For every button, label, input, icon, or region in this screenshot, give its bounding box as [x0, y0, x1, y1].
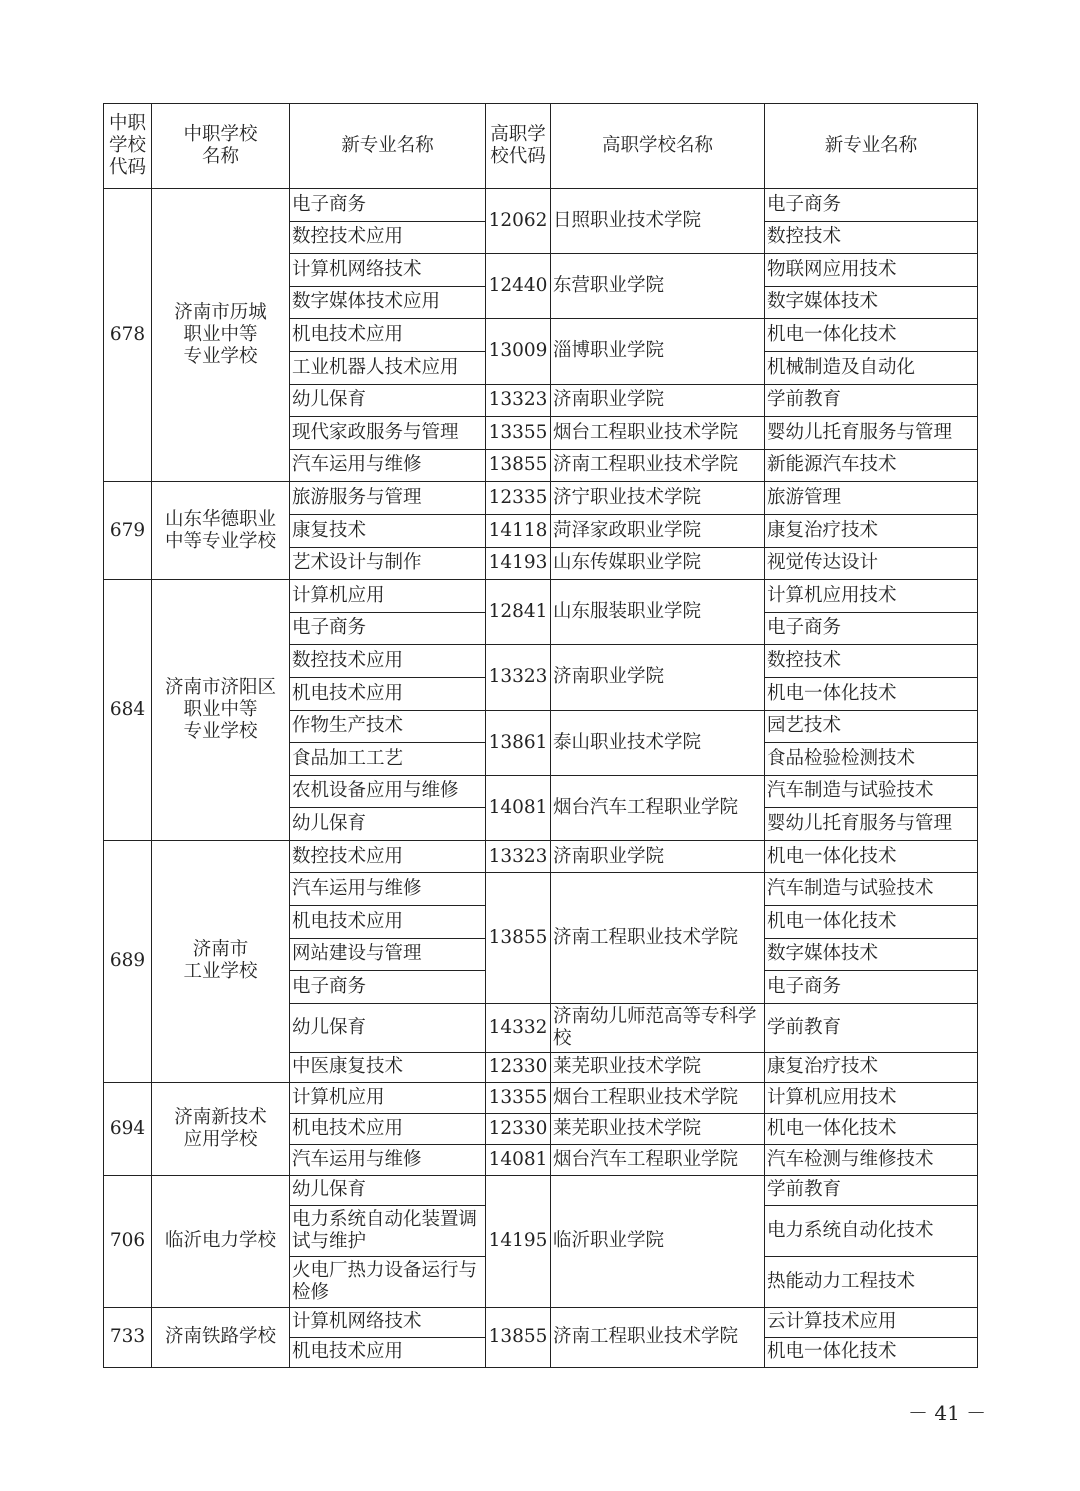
- college-code: 13355: [486, 417, 551, 450]
- major-cell: 数控技术应用: [290, 840, 486, 873]
- college-major-cell: 机电一体化技术: [765, 1337, 978, 1367]
- college-major-cell: 机械制造及自动化: [765, 351, 978, 384]
- college-name: 济南工程职业技术学院: [551, 873, 765, 1003]
- major-cell: 电子商务: [290, 189, 486, 222]
- major-cell: 机电技术应用: [290, 677, 486, 710]
- college-name: 山东服装职业学院: [551, 580, 765, 645]
- school-name: 济南铁路学校: [152, 1307, 290, 1367]
- college-name: 烟台工程职业技术学院: [551, 1082, 765, 1113]
- header-college-name: 高职学校名称: [551, 104, 765, 189]
- college-code: 13323: [486, 840, 551, 873]
- school-code: 694: [104, 1082, 152, 1175]
- school-code: 684: [104, 580, 152, 841]
- college-code: 14193: [486, 547, 551, 580]
- major-cell: 计算机应用: [290, 580, 486, 613]
- school-name: 济南市济阳区 职业中等 专业学校: [152, 580, 290, 841]
- school-name: 山东华德职业 中等专业学校: [152, 482, 290, 580]
- college-name: 济宁职业技术学院: [551, 482, 765, 515]
- major-cell: 数字媒体技术应用: [290, 286, 486, 319]
- college-name: 济南幼儿师范高等专科学校: [551, 1003, 765, 1052]
- college-code: 13323: [486, 645, 551, 710]
- header-row: [104, 104, 978, 189]
- major-cell: 汽车运用与维修: [290, 449, 486, 482]
- college-code: 14332: [486, 1003, 551, 1052]
- college-major-cell: 旅游管理: [765, 482, 978, 515]
- header-school-code: 中职 学校 代码: [104, 104, 152, 189]
- header-college-major: 新专业名称: [765, 104, 978, 189]
- major-cell: 网站建设与管理: [290, 938, 486, 971]
- college-code: 13855: [486, 449, 551, 482]
- college-major-cell: 数字媒体技术: [765, 286, 978, 319]
- college-major-cell: 云计算技术应用: [765, 1307, 978, 1337]
- college-major-cell: 康复治疗技术: [765, 1052, 978, 1082]
- major-cell: 工业机器人技术应用: [290, 351, 486, 384]
- college-name: 济南工程职业技术学院: [551, 449, 765, 482]
- school-name: 临沂电力学校: [152, 1175, 290, 1307]
- transfer-table: [103, 103, 978, 1368]
- college-code: 12841: [486, 580, 551, 645]
- college-major-cell: 机电一体化技术: [765, 1113, 978, 1144]
- college-name: 济南职业学院: [551, 384, 765, 417]
- college-code: 14081: [486, 1144, 551, 1175]
- major-cell: 机电技术应用: [290, 906, 486, 939]
- college-code: 12440: [486, 254, 551, 319]
- college-major-cell: 数字媒体技术: [765, 938, 978, 971]
- major-cell: 电子商务: [290, 971, 486, 1004]
- college-major-cell: 计算机应用技术: [765, 580, 978, 613]
- college-major-cell: 电子商务: [765, 189, 978, 222]
- school-name: 济南市 工业学校: [152, 840, 290, 1082]
- major-cell: 数控技术应用: [290, 221, 486, 254]
- college-code: 13861: [486, 710, 551, 775]
- major-cell: 汽车运用与维修: [290, 873, 486, 906]
- school-code: 733: [104, 1307, 152, 1367]
- major-cell: 作物生产技术: [290, 710, 486, 743]
- college-major-cell: 食品检验检测技术: [765, 743, 978, 776]
- college-code: 12330: [486, 1052, 551, 1082]
- college-code: 14118: [486, 514, 551, 547]
- college-major-cell: 康复治疗技术: [765, 514, 978, 547]
- major-cell: 汽车运用与维修: [290, 1144, 486, 1175]
- college-major-cell: 机电一体化技术: [765, 840, 978, 873]
- college-code: 12062: [486, 189, 551, 254]
- college-code: 14081: [486, 775, 551, 840]
- college-major-cell: 物联网应用技术: [765, 254, 978, 287]
- college-code: 13323: [486, 384, 551, 417]
- major-cell: 幼儿保育: [290, 1003, 486, 1052]
- page-number: － 41 －: [908, 1401, 987, 1425]
- college-name: 济南职业学院: [551, 840, 765, 873]
- college-major-cell: 电子商务: [765, 612, 978, 645]
- major-cell: 机电技术应用: [290, 1113, 486, 1144]
- major-cell: 火电厂热力设备运行与检修: [290, 1256, 486, 1307]
- college-name: 日照职业技术学院: [551, 189, 765, 254]
- table-row: [104, 580, 978, 613]
- college-name: 泰山职业技术学院: [551, 710, 765, 775]
- major-cell: 计算机网络技术: [290, 254, 486, 287]
- school-code: 689: [104, 840, 152, 1082]
- college-name: 临沂职业学院: [551, 1175, 765, 1307]
- header-major: 新专业名称: [290, 104, 486, 189]
- college-major-cell: 汽车检测与维修技术: [765, 1144, 978, 1175]
- college-code: 13355: [486, 1082, 551, 1113]
- major-cell: 幼儿保育: [290, 384, 486, 417]
- table-row: [104, 482, 978, 515]
- college-name: 济南职业学院: [551, 645, 765, 710]
- college-name: 烟台汽车工程职业学院: [551, 775, 765, 840]
- major-cell: 机电技术应用: [290, 319, 486, 352]
- school-name: 济南新技术 应用学校: [152, 1082, 290, 1175]
- major-cell: 中医康复技术: [290, 1052, 486, 1082]
- major-cell: 电子商务: [290, 612, 486, 645]
- college-name: 菏泽家政职业学院: [551, 514, 765, 547]
- table-row: [104, 189, 978, 222]
- college-major-cell: 学前教育: [765, 1003, 978, 1052]
- college-name: 东营职业学院: [551, 254, 765, 319]
- major-cell: 机电技术应用: [290, 1337, 486, 1367]
- college-major-cell: 机电一体化技术: [765, 677, 978, 710]
- school-name: 济南市历城 职业中等 专业学校: [152, 189, 290, 482]
- college-code: 12330: [486, 1113, 551, 1144]
- college-major-cell: 婴幼儿托育服务与管理: [765, 808, 978, 841]
- college-code: 14195: [486, 1175, 551, 1307]
- college-name: 烟台汽车工程职业学院: [551, 1144, 765, 1175]
- college-major-cell: 数控技术: [765, 221, 978, 254]
- college-major-cell: 机电一体化技术: [765, 319, 978, 352]
- college-name: 莱芜职业技术学院: [551, 1113, 765, 1144]
- school-code: 678: [104, 189, 152, 482]
- school-code: 706: [104, 1175, 152, 1307]
- college-major-cell: 热能动力工程技术: [765, 1256, 978, 1307]
- table-row: [104, 1082, 978, 1113]
- table-row: [104, 1307, 978, 1337]
- college-name: 济南工程职业技术学院: [551, 1307, 765, 1367]
- major-cell: 电力系统自动化装置调试与维护: [290, 1205, 486, 1256]
- college-major-cell: 新能源汽车技术: [765, 449, 978, 482]
- major-cell: 艺术设计与制作: [290, 547, 486, 580]
- college-name: 莱芜职业技术学院: [551, 1052, 765, 1082]
- college-major-cell: 汽车制造与试验技术: [765, 873, 978, 906]
- college-code: 12335: [486, 482, 551, 515]
- table-row: [104, 1175, 978, 1205]
- table-row: [104, 840, 978, 873]
- college-major-cell: 园艺技术: [765, 710, 978, 743]
- college-major-cell: 电力系统自动化技术: [765, 1205, 978, 1256]
- major-cell: 数控技术应用: [290, 645, 486, 678]
- major-cell: 食品加工工艺: [290, 743, 486, 776]
- major-cell: 幼儿保育: [290, 808, 486, 841]
- college-major-cell: 数控技术: [765, 645, 978, 678]
- college-name: 烟台工程职业技术学院: [551, 417, 765, 450]
- major-cell: 计算机应用: [290, 1082, 486, 1113]
- college-code: 13855: [486, 1307, 551, 1367]
- header-school-name: 中职学校 名称: [152, 104, 290, 189]
- college-major-cell: 计算机应用技术: [765, 1082, 978, 1113]
- school-code: 679: [104, 482, 152, 580]
- college-major-cell: 电子商务: [765, 971, 978, 1004]
- major-cell: 旅游服务与管理: [290, 482, 486, 515]
- college-major-cell: 学前教育: [765, 1175, 978, 1205]
- college-major-cell: 视觉传达设计: [765, 547, 978, 580]
- college-name: 山东传媒职业学院: [551, 547, 765, 580]
- college-code: 13855: [486, 873, 551, 1003]
- college-major-cell: 汽车制造与试验技术: [765, 775, 978, 808]
- college-major-cell: 机电一体化技术: [765, 906, 978, 939]
- college-code: 13009: [486, 319, 551, 384]
- major-cell: 幼儿保育: [290, 1175, 486, 1205]
- major-cell: 现代家政服务与管理: [290, 417, 486, 450]
- college-major-cell: 学前教育: [765, 384, 978, 417]
- college-name: 淄博职业学院: [551, 319, 765, 384]
- college-major-cell: 婴幼儿托育服务与管理: [765, 417, 978, 450]
- header-college-code: 高职学 校代码: [486, 104, 551, 189]
- major-cell: 农机设备应用与维修: [290, 775, 486, 808]
- major-cell: 计算机网络技术: [290, 1307, 486, 1337]
- major-cell: 康复技术: [290, 514, 486, 547]
